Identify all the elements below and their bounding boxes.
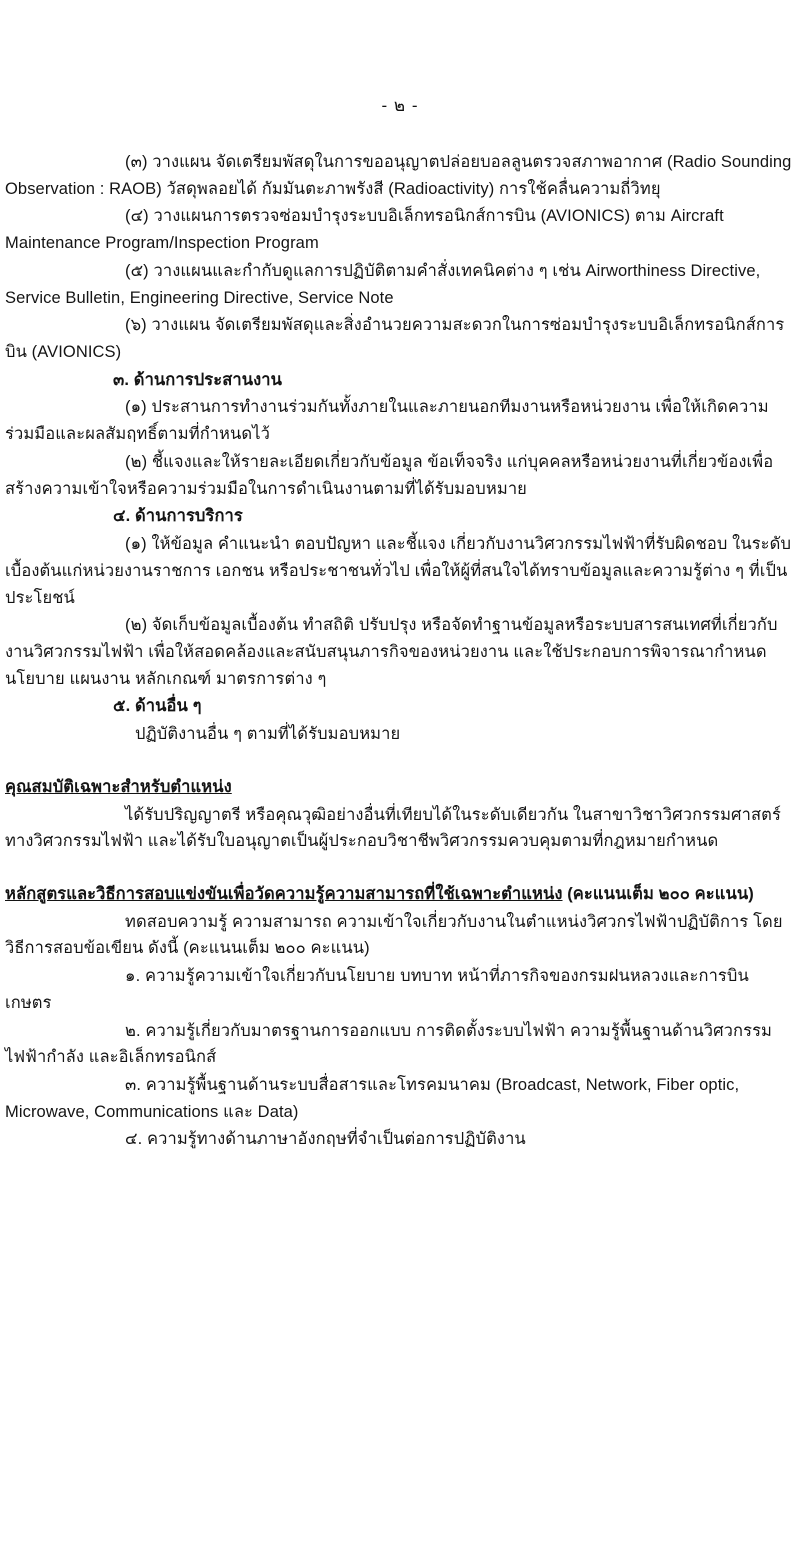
- heading-qualifications-text: คุณสมบัติเฉพาะสำหรับตำแหน่ง: [5, 777, 232, 796]
- heading-qualifications: [5, 774, 792, 801]
- heading-service: ๔. ด้านการบริการ: [113, 507, 243, 526]
- paragraph-other-1: ปฏิบัติงานอื่น ๆ ตามที่ได้รับมอบหมาย: [135, 725, 401, 744]
- page-number: - ๒ -: [381, 96, 419, 115]
- paragraph-duty-4: (๔) วางแผนการตรวจซ่อมบำรุงระบบอิเล็กทรอนิกส์การบิน (AVIONICS) ตาม Aircraft Maintenance Program/Inspection Program: [5, 207, 724, 253]
- paragraph-exam-intro: ทดสอบความรู้ ความสามารถ ความเข้าใจเกี่ยวกับงานในตำแหน่งวิศวกรไฟฟ้าปฏิบัติการ โดยวิธีการสอบข้อเขียน ดังนี้ (คะแนนเต็ม ๒๐๐ คะแนน): [5, 912, 783, 958]
- exam-item-3: ๓. ความรู้พื้นฐานด้านระบบสื่อสารและโทรคมนาคม (Broadcast, Network, Fiber optic, Microwave, Communications และ Data): [5, 1076, 740, 1121]
- document-page: [0, 92, 800, 1554]
- exam-item-4: ๔. ความรู้ทางด้านภาษาอังกฤษที่จำเป็นต่อการปฏิบัติงาน: [125, 1130, 526, 1149]
- exam-item-1: ๑. ความรู้ความเข้าใจเกี่ยวกับนโยบาย บทบาท หน้าที่ภารกิจของกรมฝนหลวงและการบินเกษตร: [5, 967, 749, 1012]
- document-body: [0, 149, 800, 1153]
- paragraph-duty-3: (๓) วางแผน จัดเตรียมพัสดุในการขออนุญาตปล่อยบอลลูนตรวจสภาพอากาศ (Radio Sounding Observation : RAOB) วัสดุพลอยได้ กัมมันตะภาพรังสี (Radioactivity) การใช้คลื่นความถี่วิทยุ: [5, 153, 792, 198]
- paragraph-coordination-1: (๑) ประสานการทำงานร่วมกันทั้งภายในและภายนอกทีมงานหรือหน่วยงาน เพื่อให้เกิดความร่วมมือและผลสัมฤทธิ์ตามที่กำหนดไว้: [5, 398, 769, 444]
- heading-other: ๕. ด้านอื่น ๆ: [113, 697, 202, 716]
- paragraph-duty-5: (๕) วางแผนและกำกับดูแลการปฏิบัติตามคำสั่งเทคนิคต่าง ๆ เช่น Airworthiness Directive, Service Bulletin, Engineering Directive, Service Note: [5, 261, 761, 307]
- paragraph-coordination-2: (๒) ชี้แจงและให้รายละเอียดเกี่ยวกับข้อมูล ข้อเท็จจริง แก่บุคคลหรือหน่วยงานที่เกี่ยวข้องเพื่อสร้างความเข้าใจหรือความร่วมมือในการดำเนินงานตามที่ได้รับมอบหมาย: [5, 452, 774, 498]
- heading-exam-score: (คะแนนเต็ม ๒๐๐ คะแนน): [562, 884, 754, 903]
- paragraph-duty-6: (๖) วางแผน จัดเตรียมพัสดุและสิ่งอำนวยความสะดวกในการซ่อมบำรุงระบบอิเล็กทรอนิกส์การบิน (AVIONICS): [5, 316, 785, 362]
- paragraph-qualifications-body: ได้รับปริญญาตรี หรือคุณวุฒิอย่างอื่นที่เทียบได้ในระดับเดียวกัน ในสาขาวิชาวิศวกรรมศาสตร์ทางวิศวกรรมไฟฟ้า และได้รับใบอนุญาตเป็นผู้ประกอบวิชาชีพวิศวกรรมควบคุมตามที่กฎหมายกำหนด: [5, 805, 781, 851]
- heading-coordination: ๓. ด้านการประสานงาน: [113, 370, 283, 389]
- exam-item-2: ๒. ความรู้เกี่ยวกับมาตรฐานการออกแบบ การติดตั้งระบบไฟฟ้า ความรู้พื้นฐานด้านวิศวกรรมไฟฟ้ากำลัง และอิเล็กทรอนิกส์: [5, 1021, 773, 1067]
- paragraph-service-2: (๒) จัดเก็บข้อมูลเบื้องต้น ทำสถิติ ปรับปรุง หรือจัดทำฐานข้อมูลหรือระบบสารสนเทศที่เกี่ยวกับงานวิศวกรรมไฟฟ้า เพื่อให้สอดคล้องและสนับสนุนภารกิจของหน่วยงาน และใช้ประกอบการพิจารณากำหนดนโยบาย แผนงาน หลักเกณฑ์ มาตรการต่าง ๆ: [5, 616, 778, 688]
- paragraph-service-1: (๑) ให้ข้อมูล คำแนะนำ ตอบปัญหา และชี้แจง เกี่ยวกับงานวิศวกรรมไฟฟ้าที่รับผิดชอบ ในระดับเบื้องต้นแก่หน่วยงานราชการ เอกชน หรือประชาชนทั่วไป เพื่อให้ผู้ที่สนใจได้ทราบข้อมูลและความรู้ต่าง ๆ ที่เป็นประโยชน์: [5, 535, 792, 607]
- heading-exam: [5, 881, 792, 908]
- heading-exam-underlined: หลักสูตรและวิธีการสอบแข่งขันเพื่อวัดความรู้ความสามารถที่ใช้เฉพาะตำแหน่ง: [5, 884, 563, 903]
